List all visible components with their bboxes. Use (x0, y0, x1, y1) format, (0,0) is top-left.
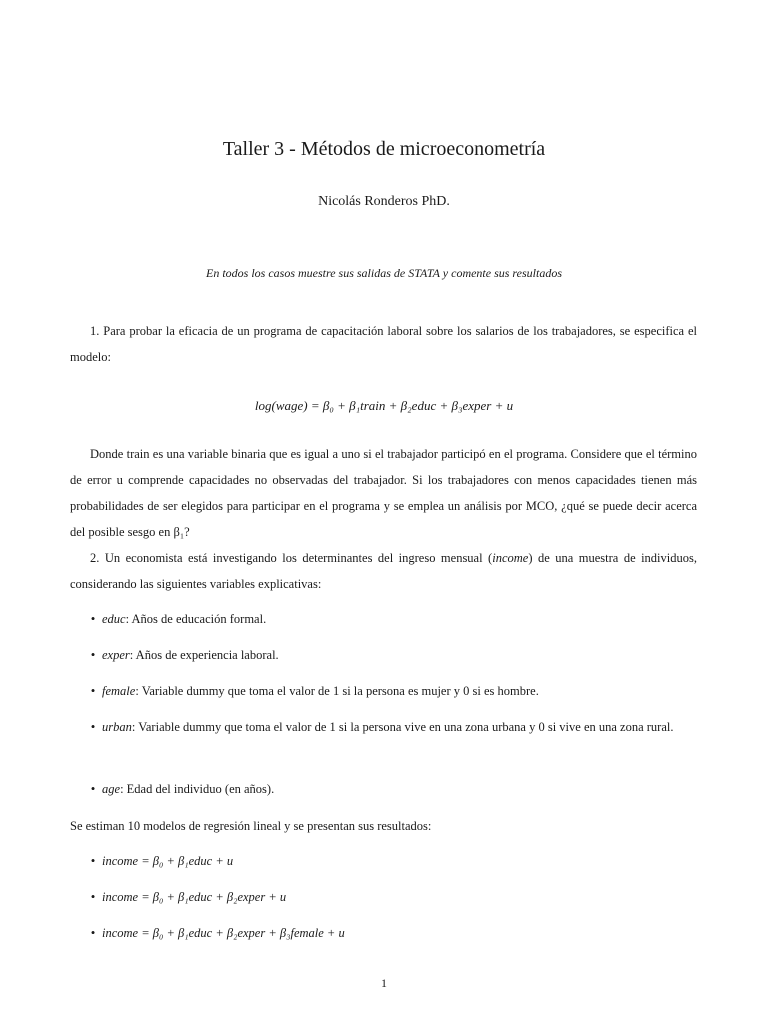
model-equation: income = β₀ + β₁educ + β₂exper + u (102, 890, 287, 904)
variable-name: exper (102, 648, 130, 662)
variable-desc: : Variable dummy que toma el valor de 1 si la persona es mujer y 0 si es hombre. (135, 684, 539, 698)
model-equation: income = β₀ + β₁educ + β₂exper + β₃female + u (102, 926, 345, 940)
bullet-icon: • (90, 647, 96, 662)
variable-item (88, 642, 698, 668)
bullet-icon: • (90, 683, 96, 698)
question-2-intro-b: ) de una muestra de individuos, considerando las siguientes variables explicativas: (70, 551, 697, 591)
variable-name: educ (102, 612, 126, 626)
model-item (88, 848, 698, 874)
question-2-intro (70, 545, 697, 597)
variable-name: urban (102, 720, 132, 734)
variable-name: age (102, 782, 121, 796)
model-item (88, 884, 698, 910)
question-1-equation: log(wage) = β₀ + β₁train + β₂educ + β₃exper + u (254, 398, 514, 413)
document-author: Nicolás Ronderos PhD. (318, 194, 450, 209)
question-2-intro-a: 2. Un economista está investigando los determinantes del ingreso mensual ( (90, 551, 493, 565)
variable-item (88, 606, 698, 632)
question-1-intro-text: 1. Para probar la eficacia de un programa de capacitación laboral sobre los salarios de los trabajadores, se especifica el modelo: (70, 324, 697, 364)
models-intro: Se estiman 10 modelos de regresión lineal y se presentan sus resultados: (70, 819, 432, 833)
variable-desc: : Años de educación formal. (125, 612, 267, 626)
bullet-icon: • (90, 889, 96, 904)
question-1-body: Donde train es una variable binaria que es igual a uno si el trabajador participó en el programa. Considere que el término de error u comprende capacidades no observadas del trabajador. Si los trabajadores con menos capacidades tienen más probabilidades de ser elegidos para participar en el programa y se emplea un análisis por MCO, ¿qué se puede decir acerca del posible sesgo en β₁? (70, 447, 697, 539)
question-1-intro (70, 318, 697, 370)
bullet-icon: • (90, 719, 96, 734)
bullet-icon: • (90, 781, 96, 796)
page-number: 1 (381, 976, 387, 990)
variable-desc: : Años de experiencia laboral. (129, 648, 279, 662)
bullet-icon: • (90, 925, 96, 940)
variable-desc: : Variable dummy que toma el valor de 1 si la persona vive en una zona urbana y 0 si vive en una zona rural. (131, 720, 674, 734)
question-1-text (70, 441, 697, 545)
variable-item (88, 714, 698, 740)
model-item (88, 920, 698, 946)
variable-name: female (102, 684, 136, 698)
instruction-text: En todos los casos muestre sus salidas de STATA y comente sus resultados (206, 266, 562, 280)
variable-item (88, 678, 698, 704)
variable-desc: : Edad del individuo (en años). (120, 782, 275, 796)
document-title: Taller 3 - Métodos de microeconometría (222, 138, 546, 160)
bullet-icon: • (90, 611, 96, 626)
bullet-icon: • (90, 853, 96, 868)
variable-item (88, 776, 698, 802)
question-2-income-var: income (492, 551, 529, 565)
model-equation: income = β₀ + β₁educ + u (102, 854, 234, 868)
